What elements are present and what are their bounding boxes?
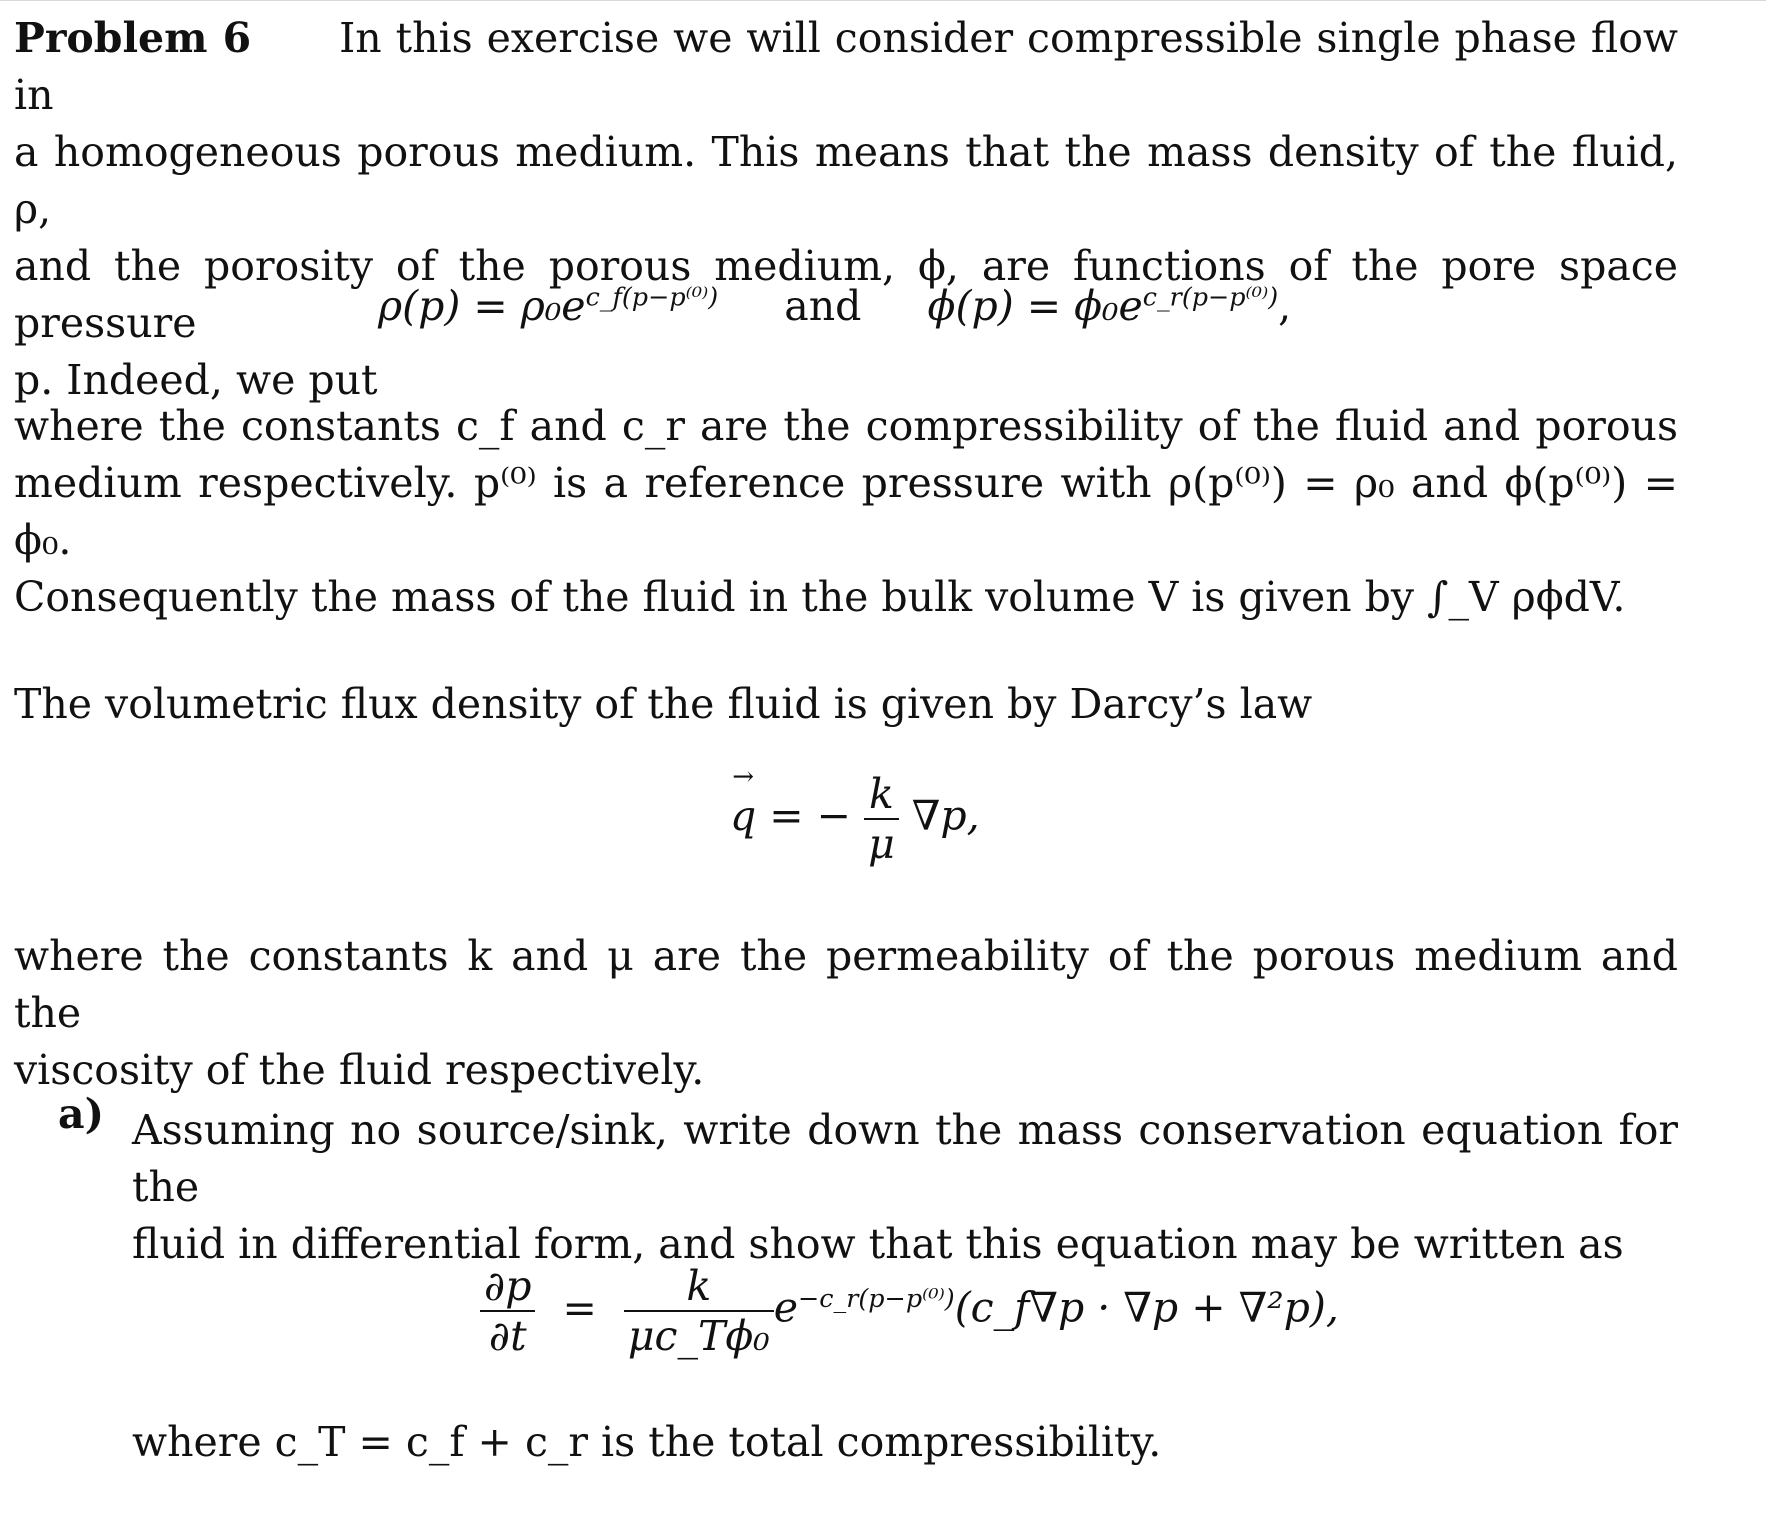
para2-line-3: Consequently the mass of the fluid in the bulk volume V is given by ∫_V ρϕdV. (14, 573, 1626, 621)
intro-line-3: and the porosity of the porous medium, ϕ, are functions of the pore space pressure (14, 242, 1678, 347)
eq2-denominator: μ (868, 820, 895, 868)
part-a-line-1: Assuming no source/sink, write down the mass conservation equation for the (132, 1106, 1678, 1211)
part-a-line-2: fluid in differential form, and show that this equation may be written as (132, 1220, 1624, 1268)
para2-line-1: where the constants c_f and c_r are the compressibility of the fluid and porous (14, 402, 1678, 450)
eq3-rhs-fraction (624, 1262, 774, 1360)
density-porosity-equation (378, 282, 1291, 330)
eq3-lhs-numerator: ∂p (480, 1262, 535, 1312)
eq2-equals: = − (769, 791, 852, 840)
para2-line-2: medium respectively. p⁽⁰⁾ is a reference pressure with ρ(p⁽⁰⁾) = ρ₀ and ϕ(p⁽⁰⁾) = ϕ₀. (14, 459, 1678, 564)
part-a-text (132, 1102, 1678, 1273)
intro-line-1 (14, 10, 1678, 124)
permeability-paragraph (14, 928, 1678, 1099)
eq1-left-exponent: c_f(p−p⁽⁰⁾) (585, 281, 719, 312)
eq1-end: , (1278, 282, 1292, 330)
eq1-right: ϕ(p) = ϕ₀e (927, 282, 1143, 330)
eq3-lhs-denominator: ∂t (488, 1312, 527, 1360)
intro-text-1: In this exercise we will consider compressible single phase flow in (14, 14, 1678, 119)
closing-text: where c_T = c_f + c_r is the total compressibility. (132, 1418, 1162, 1466)
eq1-right-exponent: c_r(p−p⁽⁰⁾) (1142, 281, 1279, 312)
problem-heading: Problem 6 (14, 14, 252, 62)
eq1-conjunction: and (784, 282, 862, 330)
eq3-rhs-numerator: k (624, 1262, 774, 1312)
eq2-gradient: ∇p, (911, 791, 980, 840)
eq2-fraction (864, 770, 899, 868)
darcy-equation (730, 770, 980, 868)
eq1-left: ρ(p) = ρ₀e (378, 282, 586, 330)
eq3-tail: (c_f∇p · ∇p + ∇²p), (954, 1283, 1339, 1332)
eq3-lhs-fraction (480, 1262, 535, 1360)
pressure-equation (480, 1262, 1339, 1360)
compressibility-paragraph (14, 398, 1678, 626)
eq3-equals: = (562, 1283, 597, 1332)
eq3-exponent: −c_r(p−p⁽⁰⁾) (798, 1282, 955, 1313)
para4-line-1: where the constants k and μ are the permeability of the porous medium and the (14, 932, 1678, 1037)
intro-line-4: p. Indeed, we put (14, 356, 378, 404)
total-compressibility-line (132, 1414, 1678, 1471)
eq3-exp-base: e (773, 1283, 799, 1332)
top-divider (0, 0, 1766, 1)
darcy-intro (14, 676, 1678, 733)
darcy-intro-text: The volumetric flux density of the fluid is given by Darcy’s law (14, 680, 1313, 728)
intro-line-2: a homogeneous porous medium. This means that the mass density of the fluid, ρ, (14, 128, 1678, 233)
part-a-label: a) (58, 1090, 104, 1138)
para4-line-2: viscosity of the fluid respectively. (14, 1046, 705, 1094)
intro-paragraph (14, 10, 1678, 409)
flux-vector: → q (730, 792, 756, 840)
eq3-rhs-denominator: μc_Tϕ₀ (627, 1312, 770, 1360)
eq2-numerator: k (864, 770, 899, 820)
